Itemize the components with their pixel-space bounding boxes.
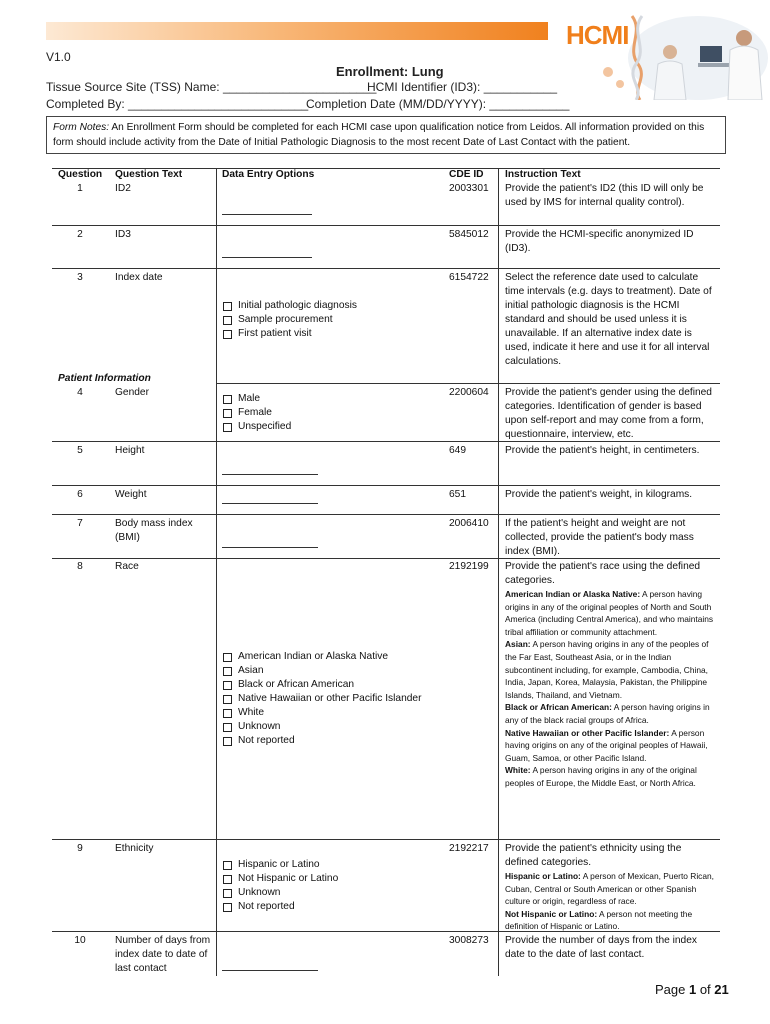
cde-id: 2006410 xyxy=(449,518,489,529)
question-number: 9 xyxy=(77,843,83,854)
question-text: Index date xyxy=(115,272,163,283)
checkbox-option[interactable]: Initial pathologic diagnosis xyxy=(223,299,357,313)
instruction-text: Provide the number of days from the index date to the date of last contact. xyxy=(505,935,697,960)
checkbox-icon xyxy=(223,316,232,325)
col-divider xyxy=(498,168,499,976)
checkbox-icon xyxy=(223,737,232,746)
row-border xyxy=(52,558,720,559)
checkbox-icon xyxy=(223,723,232,732)
checkbox-option[interactable]: Not Hispanic or Latino xyxy=(223,872,338,886)
completed-by-field[interactable]: Completed By: ___________________________ xyxy=(46,97,309,111)
checkbox-icon xyxy=(223,330,232,339)
definition-item: White: A person having origins in any of the original peoples of Europe, the Middle East, or North Africa. xyxy=(505,765,697,788)
form-notes-label: Form Notes: xyxy=(53,122,110,133)
definition-item: Native Hawaiian or other Pacific Islander: A person having origins on any of the original peoples of Hawaii, Guam, Samoa, or other Pacific Island. xyxy=(505,727,708,763)
days-to-last-contact-input[interactable] xyxy=(222,969,318,971)
question-number: 3 xyxy=(77,272,83,283)
checkbox-option[interactable]: Sample procurement xyxy=(223,313,357,327)
row-border xyxy=(52,485,720,486)
checkbox-option[interactable]: Unspecified xyxy=(223,420,291,434)
instruction-text: Provide the patient's race using the defined categories. xyxy=(505,561,701,586)
checkbox-option[interactable]: White xyxy=(223,706,421,720)
question-number: 4 xyxy=(77,387,83,398)
bmi-input[interactable] xyxy=(222,546,318,548)
form-notes xyxy=(46,116,726,154)
index-date-options xyxy=(223,299,357,341)
checkbox-option[interactable]: Male xyxy=(223,392,291,406)
checkbox-icon xyxy=(223,861,232,870)
question-text: Body mass index (BMI) xyxy=(115,518,193,543)
question-number: 10 xyxy=(74,935,86,946)
checkbox-icon xyxy=(223,653,232,662)
checkbox-option[interactable]: Female xyxy=(223,406,291,420)
ethnicity-instructions xyxy=(505,842,715,933)
ethnicity-options xyxy=(223,858,338,914)
checkbox-option[interactable]: Unknown xyxy=(223,720,421,734)
checkbox-option[interactable]: Not reported xyxy=(223,900,338,914)
row-border xyxy=(52,441,720,442)
row-border xyxy=(216,383,720,384)
question-text: Ethnicity xyxy=(115,843,154,854)
gender-options xyxy=(223,392,291,434)
definition-item: American Indian or Alaska Native: A person having origins in any of the original peoples of North and South America (including Central America), and who maintains tribal affiliation or community attachment. xyxy=(505,589,714,637)
cde-id: 6154722 xyxy=(449,272,489,283)
height-input[interactable] xyxy=(222,473,318,475)
row-border xyxy=(52,839,720,840)
hcmi-logo xyxy=(548,8,770,100)
checkbox-icon xyxy=(223,681,232,690)
col-header-question: Question xyxy=(58,169,103,180)
question-number: 1 xyxy=(77,183,83,194)
checkbox-option[interactable]: American Indian or Alaska Native xyxy=(223,650,421,664)
instruction-text: Provide the HCMI-specific anonymized ID (ID3). xyxy=(505,229,694,254)
checkbox-option[interactable]: Hispanic or Latino xyxy=(223,858,338,872)
question-text: ID3 xyxy=(115,229,131,240)
cde-id: 649 xyxy=(449,445,466,456)
question-number: 8 xyxy=(77,561,83,572)
checkbox-icon xyxy=(223,302,232,311)
logo-text: HCMI xyxy=(566,20,629,50)
race-options xyxy=(223,650,421,748)
checkbox-icon xyxy=(223,695,232,704)
checkbox-option[interactable]: Black or African American xyxy=(223,678,421,692)
header-banner xyxy=(46,22,558,40)
checkbox-icon xyxy=(223,395,232,404)
question-text: Weight xyxy=(115,489,147,500)
checkbox-option[interactable]: Unknown xyxy=(223,886,338,900)
checkbox-icon xyxy=(223,875,232,884)
cde-id: 651 xyxy=(449,489,466,500)
cde-id: 2192217 xyxy=(449,843,489,854)
tss-name-field[interactable]: Tissue Source Site (TSS) Name: _______________________ xyxy=(46,80,377,94)
checkbox-option[interactable]: Asian xyxy=(223,664,421,678)
race-instructions xyxy=(505,560,715,790)
row-border xyxy=(52,225,720,226)
checkbox-option[interactable]: First patient visit xyxy=(223,327,357,341)
question-text: ID2 xyxy=(115,183,131,194)
question-text: Gender xyxy=(115,387,149,398)
version-label: V1.0 xyxy=(46,50,71,64)
id3-input[interactable] xyxy=(222,256,312,258)
cde-id: 2003301 xyxy=(449,183,489,194)
question-text: Race xyxy=(115,561,139,572)
completion-date-field[interactable]: Completion Date (MM/DD/YYYY): ____________ xyxy=(306,97,570,111)
row-border xyxy=(52,931,720,932)
checkbox-icon xyxy=(223,667,232,676)
question-text: Number of days from index date to date of last contact xyxy=(115,935,211,974)
cde-id: 2200604 xyxy=(449,387,489,398)
row-border xyxy=(52,514,720,515)
instruction-text: Provide the patient's ID2 (this ID will only be used by IMS for internal quality control). xyxy=(505,183,704,208)
instruction-text: Provide the patient's height, in centimeters. xyxy=(505,445,700,456)
checkbox-icon xyxy=(223,409,232,418)
section-patient-information: Patient Information xyxy=(58,373,151,384)
question-number: 6 xyxy=(77,489,83,500)
col-header-question-text: Question Text xyxy=(115,169,183,180)
col-header-instruction: Instruction Text xyxy=(505,169,581,180)
cde-id: 2192199 xyxy=(449,561,489,572)
col-divider xyxy=(216,168,217,976)
instruction-text: Provide the patient's gender using the defined categories. Identification of gender is based upon self-report and may come from a form, questionnaire, interview, etc. xyxy=(505,387,712,440)
question-number: 2 xyxy=(77,229,83,240)
col-header-cde-id: CDE ID xyxy=(449,169,484,180)
definition-item: Hispanic or Latino: A person of Mexican, Puerto Rican, Cuban, Central or South American or other Spanish culture or origin, regardless of race. xyxy=(505,871,715,907)
cde-id: 3008273 xyxy=(449,935,489,946)
question-number: 5 xyxy=(77,445,83,456)
checkbox-icon xyxy=(223,903,232,912)
checkbox-icon xyxy=(223,709,232,718)
hcmi-identifier-field[interactable]: HCMI Identifier (ID3): ___________ xyxy=(367,80,558,94)
definition-item: Asian: A person having origins in any of the peoples of the Far East, Southeast Asia, or in the Indian subcontinent including, for example, Cambodia, China, India, Japan, Korea, Malaysia, Pakistan, the Philippine Islands, Thailand, and Vietnam. xyxy=(505,639,709,700)
col-header-data-entry: Data Entry Options xyxy=(222,169,315,180)
checkbox-icon xyxy=(223,423,232,432)
checkbox-option[interactable]: Not reported xyxy=(223,734,421,748)
form-notes-text: An Enrollment Form should be completed for each HCMI case upon qualification notice from Leidos. All information provided on this form should include activity from the Date of Initial Pathologic Diagnosis to the most recent Date of Last Contact with the patient. xyxy=(53,122,705,148)
definition-item: Not Hispanic or Latino: A person not meeting the definition of Hispanic or Latino. xyxy=(505,908,693,932)
checkbox-option[interactable]: Native Hawaiian or other Pacific Islander xyxy=(223,692,421,706)
weight-input[interactable] xyxy=(222,502,318,504)
id2-input[interactable] xyxy=(222,213,312,215)
question-text: Height xyxy=(115,445,145,456)
instruction-text: Provide the patient's weight, in kilograms. xyxy=(505,489,693,500)
page-title: Enrollment: Lung xyxy=(336,64,444,79)
instruction-text: If the patient's height and weight are not collected, provide the patient's body mass index (BMI). xyxy=(505,518,694,557)
cde-id: 5845012 xyxy=(449,229,489,240)
row-border xyxy=(52,268,720,269)
checkbox-icon xyxy=(223,889,232,898)
page-number: Page 1 of 21 xyxy=(655,982,729,997)
question-number: 7 xyxy=(77,518,83,529)
instruction-text: Select the reference date used to calculate time intervals (e.g. days to treatment). Date of initial pathologic diagnosis is the HCMI standard and should be used unless it is unavailable. If an alternative index date is used, indicate it here and use it for all interval calculations. xyxy=(505,272,712,367)
row-border xyxy=(52,168,720,169)
definition-item: Black or African American: A person having origins in any of the black racial groups of Africa. xyxy=(505,702,710,725)
instruction-text: Provide the patient's ethnicity using the defined categories. xyxy=(505,843,682,868)
